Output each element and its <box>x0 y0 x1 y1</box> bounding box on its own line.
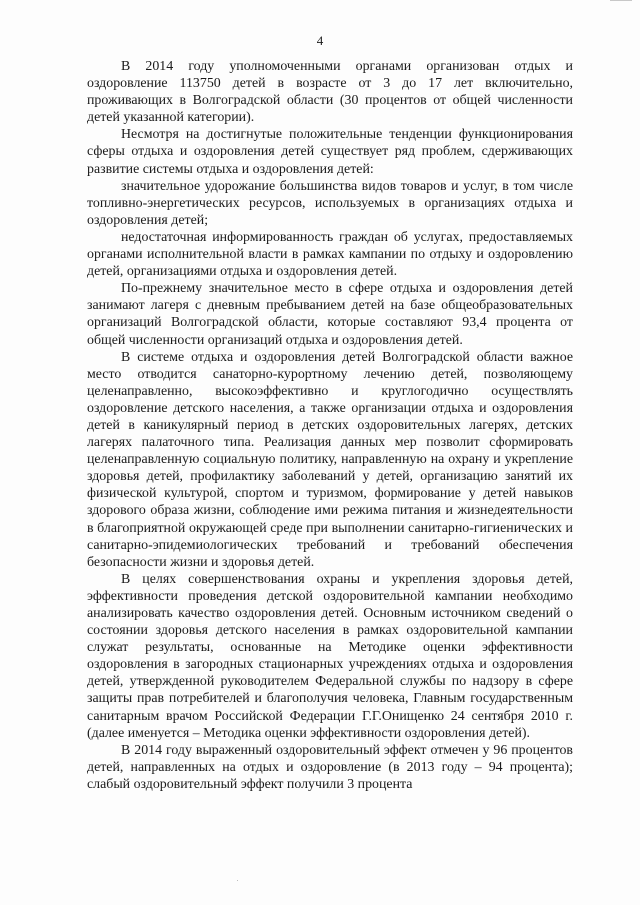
document-body <box>87 58 573 793</box>
page-number: 4 <box>316 33 324 48</box>
paragraph-problem-costs: значительное удорожание большинства видов товаров и услуг, в том числе топливно-энергетических ресурсов, используемых в организациях отдыха и оздоровления детей; <box>87 178 573 228</box>
paragraph-day-camps: По-прежнему значительное место в сфере отдыха и оздоровления детей занимают лагеря с дневным пребыванием детей на базе общеобразовательных организаций Волгоградской области, которые составляют 93,4 процента от общей численности организаций отдыха и оздоровления детей. <box>87 281 573 348</box>
paragraph-problems-intro: Несмотря на достигнутые положительные тенденции функционирования сферы отдыха и оздоровления детей существует ряд проблем, сдерживающих развитие системы отдыха и оздоровления детей: <box>87 127 573 177</box>
paragraph-recreation-stats: В 2014 году уполномоченными органами организован отдых и оздоровление 113750 детей в возрасте от 3 до 17 лет включительно, проживающих в Волгоградской области (30 процентов от общей численности детей указанной категории). <box>87 59 573 126</box>
paragraph-sanatorium-treatment: В системе отдыха и оздоровления детей Волгоградской области важное место отводится санаторно-курортному лечению детей, позволяющему целенаправленно, высокоэффективно и круглогодично осуществлять оздоровление детского населения, а также организации отдыха и оздоровления детей в каникулярный период в детских оздоровительных лагерях, детских лагерях палаточного типа. Реализация данных мер позволит сформировать целенаправленную социальную политику, направленную на охрану и укрепление здоровья детей, профилактику заболеваний у детей, организацию занятий их физической культурой, спортом и туризмом, формирование у детей навыков здорового образа жизни, соблюдение ими режима питания и жизнедеятельности в благоприятной окружающей среде при выполнении санитарно-гигиенических и санитарно-эпидемиологических требований и требований обеспечения безопасности жизни и здоровья детей. <box>87 349 573 570</box>
scan-edge-mark <box>610 0 632 1</box>
paragraph-problem-awareness: недостаточная информированность граждан об услугах, предоставляемых органами исполнительной власти в рамках кампании по отдыху и оздоровлению детей, организациями отдыха и оздоровления детей. <box>87 229 573 280</box>
paragraph-health-methodology: В целях совершенствования охраны и укрепления здоровья детей, эффективности проведения детской оздоровительной кампании необходимо анализировать качество оздоровления детей. Основным источником сведений о состоянии здоровья детского населения в рамках оздоровительной кампании служат результаты, основанные на Методике оценки эффективности оздоровления в загородных стационарных учреждениях отдыха и оздоровления детей, утвержденной руководителем Федеральной службы по надзору в сфере защиты прав потребителей и благополучия человека, Главным государственным санитарным врачом Российской Федерации Г.Г.Онищенко 24 сентября 2010 г. (далее именуется – Методика оценки эффективности оздоровления детей). <box>87 571 573 741</box>
paragraph-health-effect-2014: В 2014 году выраженный оздоровительный эффект отмечен у 96 процентов детей, направленных на отдых и оздоровление (в 2013 году – 94 процента); слабый оздоровительный эффект получили 3 процента <box>87 742 573 792</box>
scan-speck <box>237 880 238 881</box>
